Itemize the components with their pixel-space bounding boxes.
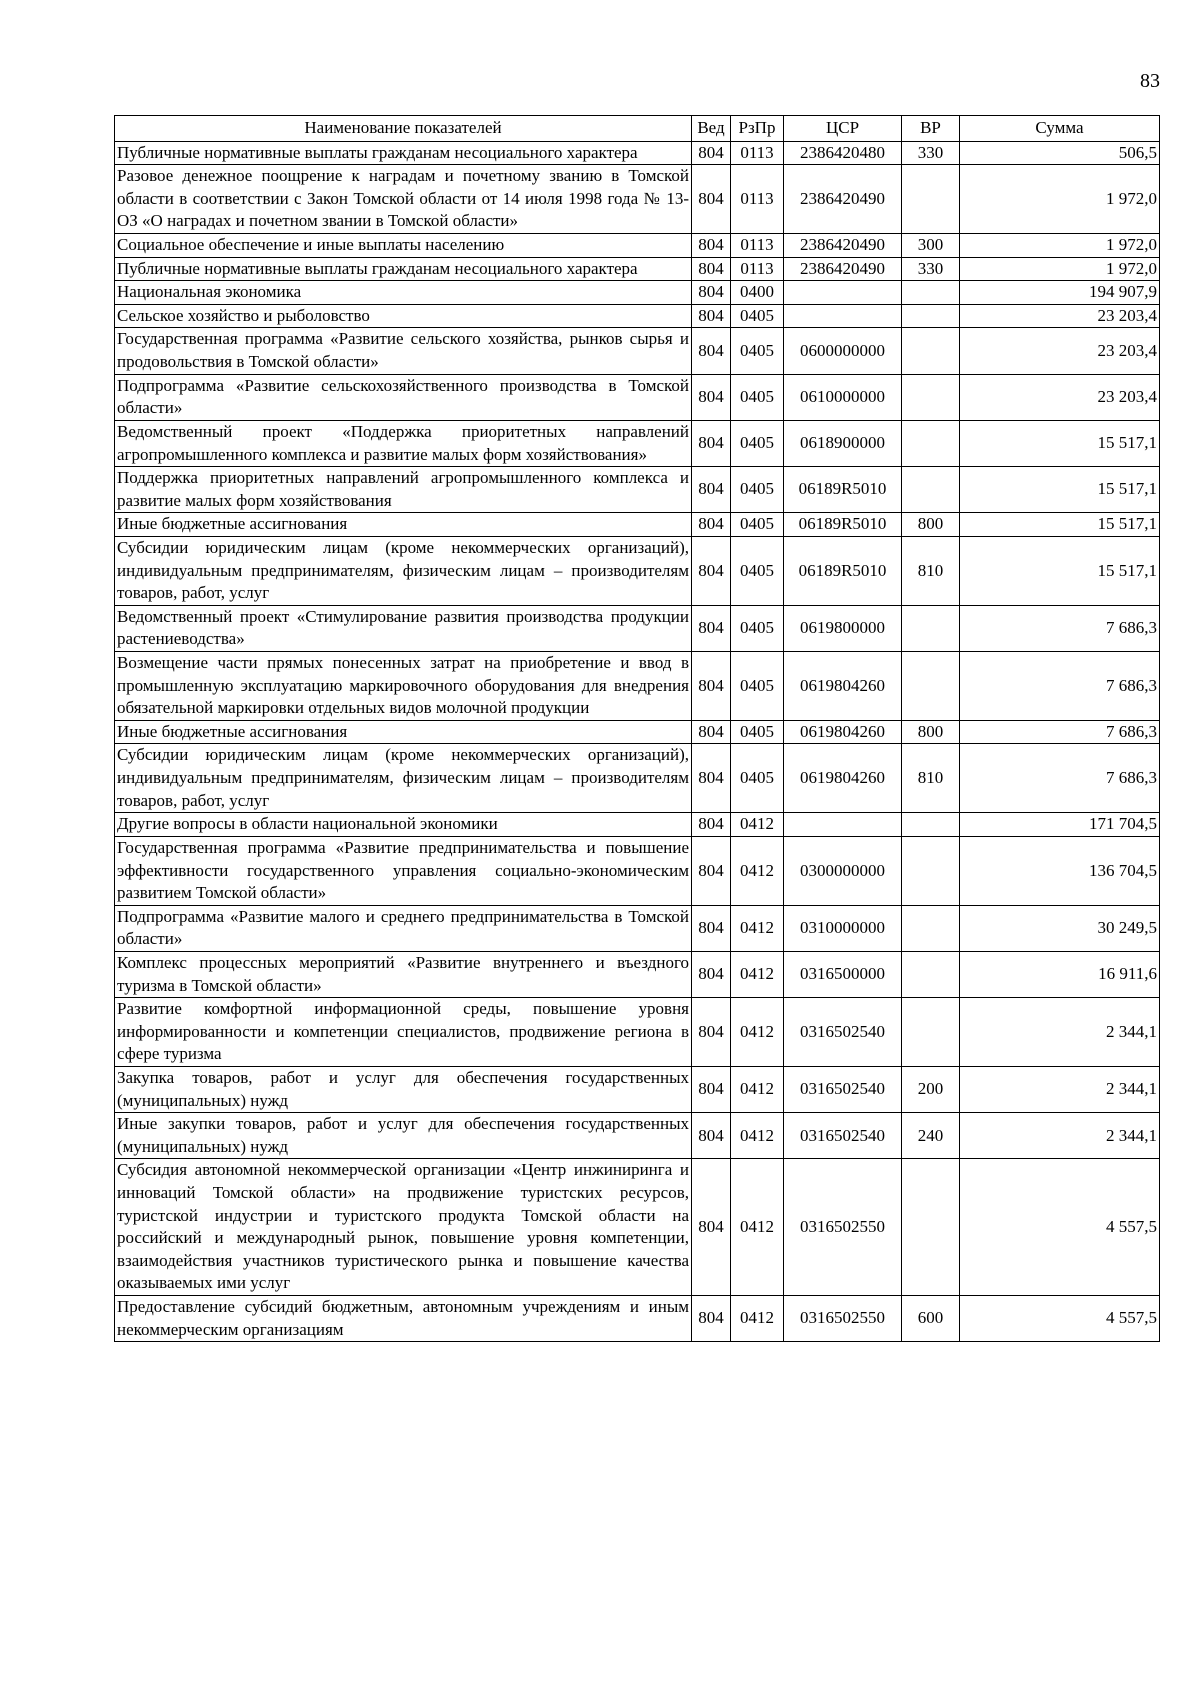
cell-name: Ведомственный проект «Стимулирование развития производства продукции растениеводства»: [115, 605, 692, 651]
table-row: [115, 998, 1160, 1067]
cell-name: Закупка товаров, работ и услуг для обеспечения государственных (муниципальных) нужд: [115, 1066, 692, 1112]
cell-vr: 810: [902, 536, 960, 605]
table-row: [115, 836, 1160, 905]
cell-rzpr: 0405: [731, 536, 784, 605]
cell-ved: 804: [692, 605, 731, 651]
cell-name: Предоставление субсидий бюджетным, автономным учреждениям и иным некоммерческим организациям: [115, 1296, 692, 1342]
table-row: [115, 652, 1160, 721]
cell-vr: [902, 165, 960, 234]
cell-rzpr: 0412: [731, 1113, 784, 1159]
cell-rzpr: 0412: [731, 1159, 784, 1296]
column-header-sum: Сумма: [960, 116, 1160, 142]
cell-vr: 800: [902, 513, 960, 537]
cell-ved: 804: [692, 374, 731, 420]
cell-rzpr: 0412: [731, 998, 784, 1067]
cell-ved: 804: [692, 420, 731, 466]
cell-rzpr: 0405: [731, 744, 784, 813]
cell-name: Поддержка приоритетных направлений агропромышленного комплекса и развитие малых форм хозяйствования: [115, 467, 692, 513]
cell-sum: 16 911,6: [960, 951, 1160, 997]
cell-name: Государственная программа «Развитие сельского хозяйства, рынков сырья и продовольствия в Томской области»: [115, 328, 692, 374]
cell-csr: 0310000000: [784, 905, 902, 951]
cell-vr: [902, 1159, 960, 1296]
cell-vr: [902, 328, 960, 374]
cell-name: Субсидия автономной некоммерческой организации «Центр инжиниринга и инноваций Томской области» на продвижение туристских ресурсов, туристской индустрии и туристского продукта Томской области на российский и международный рынок, повышение уровня компетенции, взаимодействия участников туристического рынка и повышение качества оказываемых ими услуг: [115, 1159, 692, 1296]
cell-sum: 15 517,1: [960, 513, 1160, 537]
cell-csr: [784, 304, 902, 328]
cell-vr: 800: [902, 720, 960, 744]
cell-name: Ведомственный проект «Поддержка приоритетных направлений агропромышленного комплекса и развитие малых форм хозяйствования»: [115, 420, 692, 466]
cell-rzpr: 0113: [731, 141, 784, 165]
cell-ved: 804: [692, 513, 731, 537]
cell-name: Подпрограмма «Развитие сельскохозяйственного производства в Томской области»: [115, 374, 692, 420]
cell-csr: 0316502550: [784, 1159, 902, 1296]
cell-csr: 0600000000: [784, 328, 902, 374]
cell-csr: 0316502540: [784, 998, 902, 1067]
cell-sum: 15 517,1: [960, 467, 1160, 513]
cell-vr: [902, 836, 960, 905]
cell-csr: 0316502540: [784, 1113, 902, 1159]
cell-csr: 0316502540: [784, 1066, 902, 1112]
cell-csr: 0300000000: [784, 836, 902, 905]
cell-ved: 804: [692, 905, 731, 951]
cell-name: Государственная программа «Развитие предпринимательства и повышение эффективности государственного управления социально-экономическим развитием Томской области»: [115, 836, 692, 905]
table-row: [115, 905, 1160, 951]
cell-rzpr: 0405: [731, 328, 784, 374]
cell-name: Субсидии юридическим лицам (кроме некоммерческих организаций), индивидуальным предпринимателям, физическим лицам – производителям товаров, работ, услуг: [115, 536, 692, 605]
cell-rzpr: 0400: [731, 281, 784, 305]
cell-ved: 804: [692, 1113, 731, 1159]
cell-vr: [902, 467, 960, 513]
table-row: [115, 744, 1160, 813]
cell-rzpr: 0113: [731, 234, 784, 258]
cell-rzpr: 0405: [731, 513, 784, 537]
table-row: [115, 1113, 1160, 1159]
cell-csr: 0316502550: [784, 1296, 902, 1342]
table-row: [115, 420, 1160, 466]
cell-csr: 2386420480: [784, 141, 902, 165]
cell-vr: [902, 281, 960, 305]
cell-sum: 4 557,5: [960, 1296, 1160, 1342]
cell-csr: 0619804260: [784, 720, 902, 744]
cell-name: Подпрограмма «Развитие малого и среднего предпринимательства в Томской области»: [115, 905, 692, 951]
cell-rzpr: 0412: [731, 1066, 784, 1112]
cell-rzpr: 0405: [731, 720, 784, 744]
cell-ved: 804: [692, 281, 731, 305]
cell-csr: 06189R5010: [784, 467, 902, 513]
cell-csr: 0610000000: [784, 374, 902, 420]
table-row: [115, 281, 1160, 305]
cell-vr: 200: [902, 1066, 960, 1112]
cell-vr: 300: [902, 234, 960, 258]
cell-sum: 171 704,5: [960, 813, 1160, 837]
cell-csr: 0316500000: [784, 951, 902, 997]
cell-vr: [902, 605, 960, 651]
cell-name: Сельское хозяйство и рыболовство: [115, 304, 692, 328]
column-header-rzpr: РзПр: [731, 116, 784, 142]
cell-ved: 804: [692, 1159, 731, 1296]
cell-sum: 23 203,4: [960, 374, 1160, 420]
cell-csr: 0619804260: [784, 652, 902, 721]
cell-sum: 1 972,0: [960, 257, 1160, 281]
cell-ved: 804: [692, 1066, 731, 1112]
cell-ved: 804: [692, 813, 731, 837]
cell-sum: 194 907,9: [960, 281, 1160, 305]
cell-vr: [902, 304, 960, 328]
cell-sum: 1 972,0: [960, 234, 1160, 258]
table-row: [115, 605, 1160, 651]
cell-rzpr: 0412: [731, 951, 784, 997]
cell-ved: 804: [692, 951, 731, 997]
cell-vr: 600: [902, 1296, 960, 1342]
cell-rzpr: 0412: [731, 813, 784, 837]
cell-rzpr: 0113: [731, 257, 784, 281]
table-row: [115, 720, 1160, 744]
cell-ved: 804: [692, 304, 731, 328]
page-number: 83: [1140, 70, 1160, 92]
cell-csr: [784, 813, 902, 837]
cell-sum: 136 704,5: [960, 836, 1160, 905]
cell-sum: 15 517,1: [960, 536, 1160, 605]
cell-sum: 7 686,3: [960, 720, 1160, 744]
cell-name: Субсидии юридическим лицам (кроме некоммерческих организаций), индивидуальным предпринимателям, физическим лицам – производителям товаров, работ, услуг: [115, 744, 692, 813]
cell-sum: 2 344,1: [960, 1113, 1160, 1159]
table-row: [115, 234, 1160, 258]
cell-name: Иные бюджетные ассигнования: [115, 513, 692, 537]
cell-name: Публичные нормативные выплаты гражданам несоциального характера: [115, 257, 692, 281]
table-row: [115, 1066, 1160, 1112]
cell-sum: 7 686,3: [960, 744, 1160, 813]
cell-rzpr: 0412: [731, 836, 784, 905]
cell-name: Развитие комфортной информационной среды, повышение уровня информированности и компетенции специалистов, продвижение региона в сфере туризма: [115, 998, 692, 1067]
cell-sum: 2 344,1: [960, 1066, 1160, 1112]
cell-vr: [902, 652, 960, 721]
budget-table: [114, 115, 1160, 1342]
column-header-vr: ВР: [902, 116, 960, 142]
cell-rzpr: 0412: [731, 1296, 784, 1342]
cell-vr: 330: [902, 141, 960, 165]
cell-sum: 4 557,5: [960, 1159, 1160, 1296]
table-row: [115, 257, 1160, 281]
cell-ved: 804: [692, 141, 731, 165]
table-row: [115, 513, 1160, 537]
cell-vr: [902, 998, 960, 1067]
cell-csr: 0618900000: [784, 420, 902, 466]
cell-vr: [902, 813, 960, 837]
cell-sum: 506,5: [960, 141, 1160, 165]
cell-ved: 804: [692, 257, 731, 281]
column-header-csr: ЦСР: [784, 116, 902, 142]
cell-rzpr: 0412: [731, 905, 784, 951]
table-row: [115, 467, 1160, 513]
cell-csr: 06189R5010: [784, 513, 902, 537]
table-row: [115, 536, 1160, 605]
cell-ved: 804: [692, 1296, 731, 1342]
cell-sum: 7 686,3: [960, 605, 1160, 651]
cell-ved: 804: [692, 720, 731, 744]
cell-name: Национальная экономика: [115, 281, 692, 305]
cell-sum: 23 203,4: [960, 328, 1160, 374]
cell-name: Иные закупки товаров, работ и услуг для обеспечения государственных (муниципальных) нужд: [115, 1113, 692, 1159]
table-row: [115, 328, 1160, 374]
cell-name: Возмещение части прямых понесенных затрат на приобретение и ввод в промышленную эксплуатацию маркировочного оборудования для внедрения обязательной маркировки отдельных видов молочной продукции: [115, 652, 692, 721]
cell-vr: 810: [902, 744, 960, 813]
column-header-name: Наименование показателей: [115, 116, 692, 142]
cell-rzpr: 0405: [731, 304, 784, 328]
cell-name: Социальное обеспечение и иные выплаты населению: [115, 234, 692, 258]
cell-rzpr: 0405: [731, 420, 784, 466]
table-row: [115, 1296, 1160, 1342]
table-header-row: [115, 116, 1160, 142]
column-header-ved: Вед: [692, 116, 731, 142]
cell-csr: 2386420490: [784, 257, 902, 281]
cell-csr: 0619804260: [784, 744, 902, 813]
table-row: [115, 813, 1160, 837]
cell-rzpr: 0405: [731, 467, 784, 513]
cell-csr: [784, 281, 902, 305]
cell-sum: 23 203,4: [960, 304, 1160, 328]
cell-sum: 15 517,1: [960, 420, 1160, 466]
cell-ved: 804: [692, 652, 731, 721]
cell-sum: 7 686,3: [960, 652, 1160, 721]
cell-name: Иные бюджетные ассигнования: [115, 720, 692, 744]
cell-vr: [902, 905, 960, 951]
cell-sum: 2 344,1: [960, 998, 1160, 1067]
cell-csr: 06189R5010: [784, 536, 902, 605]
cell-sum: 30 249,5: [960, 905, 1160, 951]
table-row: [115, 1159, 1160, 1296]
table-row: [115, 304, 1160, 328]
cell-vr: 330: [902, 257, 960, 281]
cell-ved: 804: [692, 836, 731, 905]
cell-ved: 804: [692, 165, 731, 234]
cell-name: Разовое денежное поощрение к наградам и почетному званию в Томской области в соответствии с Закон Томской области от 14 июля 1998 года № 13-ОЗ «О наградах и почетном звании в Томской области»: [115, 165, 692, 234]
table-row: [115, 141, 1160, 165]
cell-vr: 240: [902, 1113, 960, 1159]
cell-rzpr: 0405: [731, 374, 784, 420]
cell-rzpr: 0113: [731, 165, 784, 234]
table-row: [115, 951, 1160, 997]
cell-ved: 804: [692, 744, 731, 813]
cell-ved: 804: [692, 536, 731, 605]
cell-ved: 804: [692, 234, 731, 258]
cell-ved: 804: [692, 328, 731, 374]
cell-rzpr: 0405: [731, 605, 784, 651]
cell-rzpr: 0405: [731, 652, 784, 721]
cell-ved: 804: [692, 467, 731, 513]
cell-name: Комплекс процессных мероприятий «Развитие внутреннего и въездного туризма в Томской области»: [115, 951, 692, 997]
cell-vr: [902, 374, 960, 420]
cell-csr: 0619800000: [784, 605, 902, 651]
cell-csr: 2386420490: [784, 234, 902, 258]
table-body: [115, 141, 1160, 1342]
table-row: [115, 374, 1160, 420]
table-row: [115, 165, 1160, 234]
cell-sum: 1 972,0: [960, 165, 1160, 234]
cell-vr: [902, 951, 960, 997]
cell-csr: 2386420490: [784, 165, 902, 234]
cell-name: Публичные нормативные выплаты гражданам несоциального характера: [115, 141, 692, 165]
cell-name: Другие вопросы в области национальной экономики: [115, 813, 692, 837]
cell-ved: 804: [692, 998, 731, 1067]
cell-vr: [902, 420, 960, 466]
